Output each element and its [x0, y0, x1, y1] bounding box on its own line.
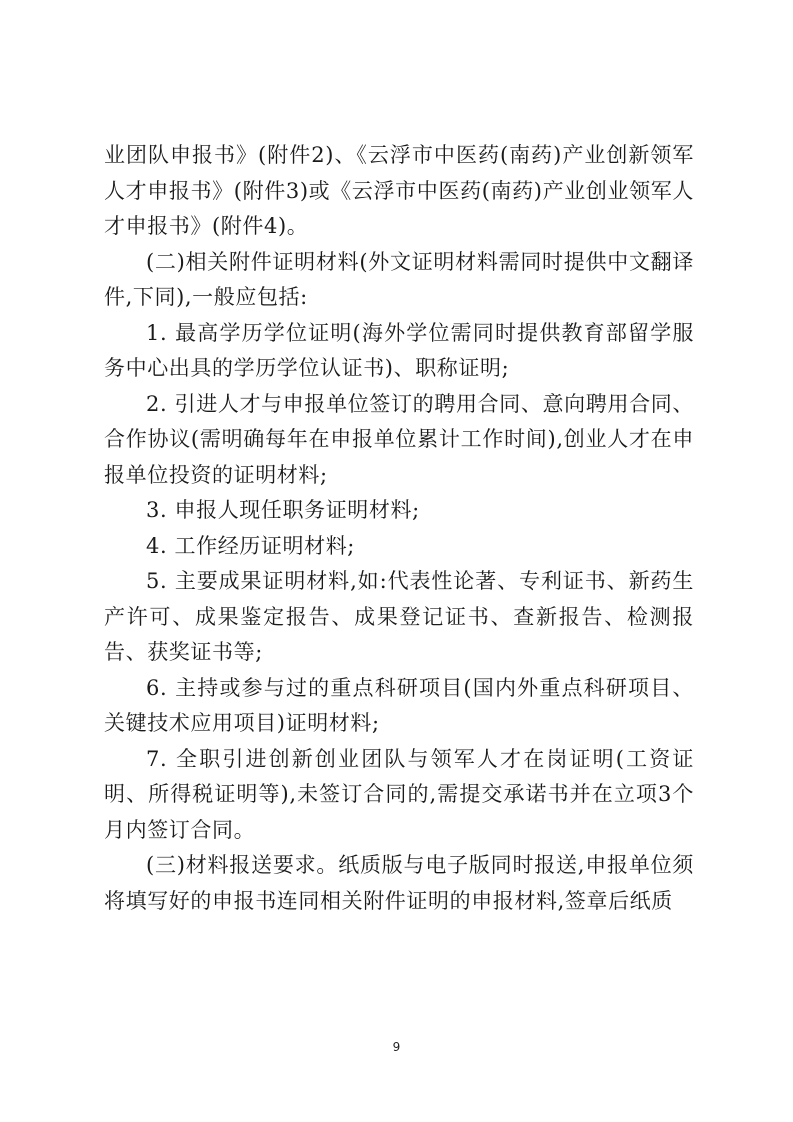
list-item-7: 7. 全职引进创新创业团队与领军人才在岗证明(工资证明、所得税证明等),未签订合同的,需提交承诺书并在立项3个月内签订合同。: [104, 746, 694, 842]
page-number: 9: [392, 1040, 401, 1054]
list-item-3: 3. 申报人现任职务证明材料;: [146, 498, 420, 522]
paragraph-section-two-heading: (二)相关附件证明材料(外文证明材料需同时提供中文翻译件,下同),一般应包括:: [104, 249, 694, 309]
list-item-1: 1. 最高学历学位证明(海外学位需同时提供教育部留学服务中心出具的学历学位认证书)、职称证明;: [104, 320, 694, 380]
paragraph-section-three: (三)材料报送要求。纸质版与电子版同时报送,申报单位须将填写好的申报书连同相关附件证明的申报材料,签章后纸质: [104, 853, 694, 913]
list-item-4: 4. 工作经历证明材料;: [146, 533, 355, 558]
list-item-2: 2. 引进人才与申报单位签订的聘用合同、意向聘用合同、合作协议(需明确每年在申报单位累计工作时间),创业人才在申报单位投资的证明材料;: [104, 391, 694, 487]
paragraph-continuation: 业团队申报书》(附件2)、《云浮市中医药(南药)产业创新领军人才申报书》(附件3)或《云浮市中医药(南药)产业创业领军人才申报书》(附件4)。: [104, 143, 694, 238]
list-item-5: 5. 主要成果证明材料,如:代表性论著、专利证书、新药生产许可、成果鉴定报告、成果登记证书、查新报告、检测报告、获奖证书等;: [104, 569, 694, 664]
list-item-6: 6. 主持或参与过的重点科研项目(国内外重点科研项目、关键技术应用项目)证明材料;: [104, 675, 694, 735]
document-body: [104, 138, 694, 919]
